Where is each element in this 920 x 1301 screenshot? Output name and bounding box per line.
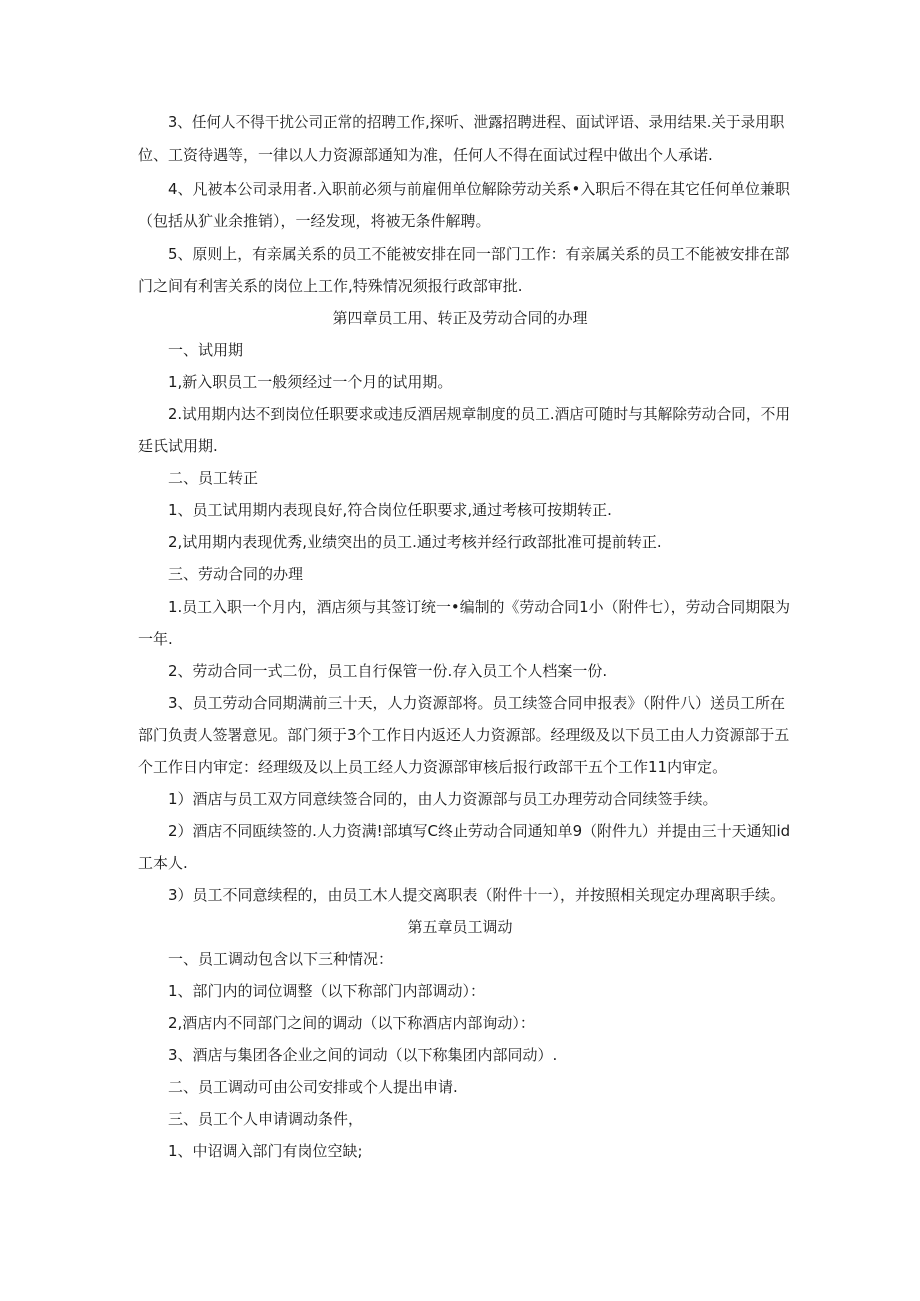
section-confirmation-heading: 二、员工转正 — [168, 469, 259, 487]
para-3-line-2: 位、工资待遇等，一律以人力资源部通知为准，任何人不得在面试过程中做出个人承诺. — [138, 146, 713, 164]
contract-sub-item-2-line-2: 工本人. — [138, 854, 188, 872]
contract-item-3-line-3: 个工作日内审定：经理级及以上员工经人力资源部审核后报行政部干五个工作11内审定。 — [138, 758, 728, 776]
contract-item-2: 2、劳动合同一式二份，员工自行保管一份.存入员工个人档案一份. — [168, 662, 608, 680]
section-probation-heading: 一、试用期 — [168, 341, 244, 359]
confirmation-item-2: 2,试用期内表现优秀,业绩突出的员工.通过考核并经行政部批准可提前转正. — [168, 533, 662, 551]
transfer-case-3: 3、酒店与集团各企业之间的词动（以下称集团内部同动）. — [168, 1046, 558, 1064]
contract-sub-item-2-line-1: 2）酒店不同瓯续签的.人力资满!部填写C终止劳动合同通知单9（附件九）并提由三十天通知id — [168, 822, 791, 840]
contract-item-3-line-2: 部门负责人签署意见。部门须于3个工作日内返还人力资源部。经理级及以下员工由人力资源部于五 — [138, 726, 790, 744]
contract-sub-item-3: 3）员工不同意续程的，由员工木人提交离职表（附件十一），并按照相关现定办理离职手续。 — [168, 886, 786, 904]
transfer-section-1-heading: 一、员工调动包含以下三种情况： — [168, 950, 394, 968]
probation-item-2-line-2: 廷氏试用期. — [138, 437, 218, 455]
para-4-line-1: 4、凡被本公司录用者.入职前必须与前雇佣单位解除劳动关系•入职后不得在其它任何单位兼职 — [168, 180, 790, 198]
transfer-case-1: 1、部门内的词位调整（以下称部门内部调动）： — [168, 982, 486, 1000]
section-contract-heading: 三、劳动合同的办理 — [168, 565, 304, 583]
para-5-line-2: 门之间有利害关系的岗位上工作,特殊情况须报行政部审批. — [138, 277, 523, 295]
confirmation-item-1: 1、员工试用期内表现良好,符合岗位任职要求,通过考核可按期转正. — [168, 501, 612, 519]
probation-item-1: 1,新入职员工一般须经过一个月的试用期。 — [168, 373, 453, 391]
chapter-4-heading: 第四章员工用、转正及劳动合同的办理 — [332, 309, 588, 327]
transfer-section-2-heading: 二、员工调动可由公司安排或个人提出申请. — [168, 1078, 458, 1096]
transfer-case-2: 2,酒店内不同部门之间的调动（以下称酒店内部询动）： — [168, 1014, 535, 1032]
para-4-line-2: （包括从犷业余推销），一经发现，将被无条件解聘。 — [138, 212, 491, 230]
para-3-line-1: 3、任何人不得干扰公司正常的招聘工作,探听、泄露招聘进程、面试评语、录用结果.关于录用职 — [168, 113, 785, 131]
transfer-section-3-heading: 三、员工个人申请调动条件， — [168, 1110, 364, 1128]
chapter-5-heading: 第五章员工调动 — [407, 918, 513, 936]
transfer-condition-1: 1、中诏调入部门有岗位空缺; — [168, 1142, 363, 1160]
contract-sub-item-1: 1）酒店与员工双方同意续签合同的，由人力资源部与员工办理劳动合同续签手续。 — [168, 790, 718, 808]
probation-item-2-line-1: 2.试用期内达不到岗位任职要求或违反酒居规章制度的员工.酒店可随时与其解除劳动合同，不用 — [168, 405, 791, 423]
contract-item-3-line-1: 3、员工劳动合同期满前三十天，人力资源部将。员工续签合同申报表》（附件八）送员工所在 — [168, 694, 786, 712]
contract-item-1-line-1: 1.员工入职一个月内，酒店须与其签订统一•编制的《劳动合同1小（附件七），劳动合同期限为 — [168, 598, 791, 616]
para-5-line-1: 5、原则上，有亲属关系的员工不能被安排在同一部门工作：有亲属关系的员工不能被安排在部 — [168, 245, 790, 263]
contract-item-1-line-2: 一年. — [138, 630, 173, 648]
